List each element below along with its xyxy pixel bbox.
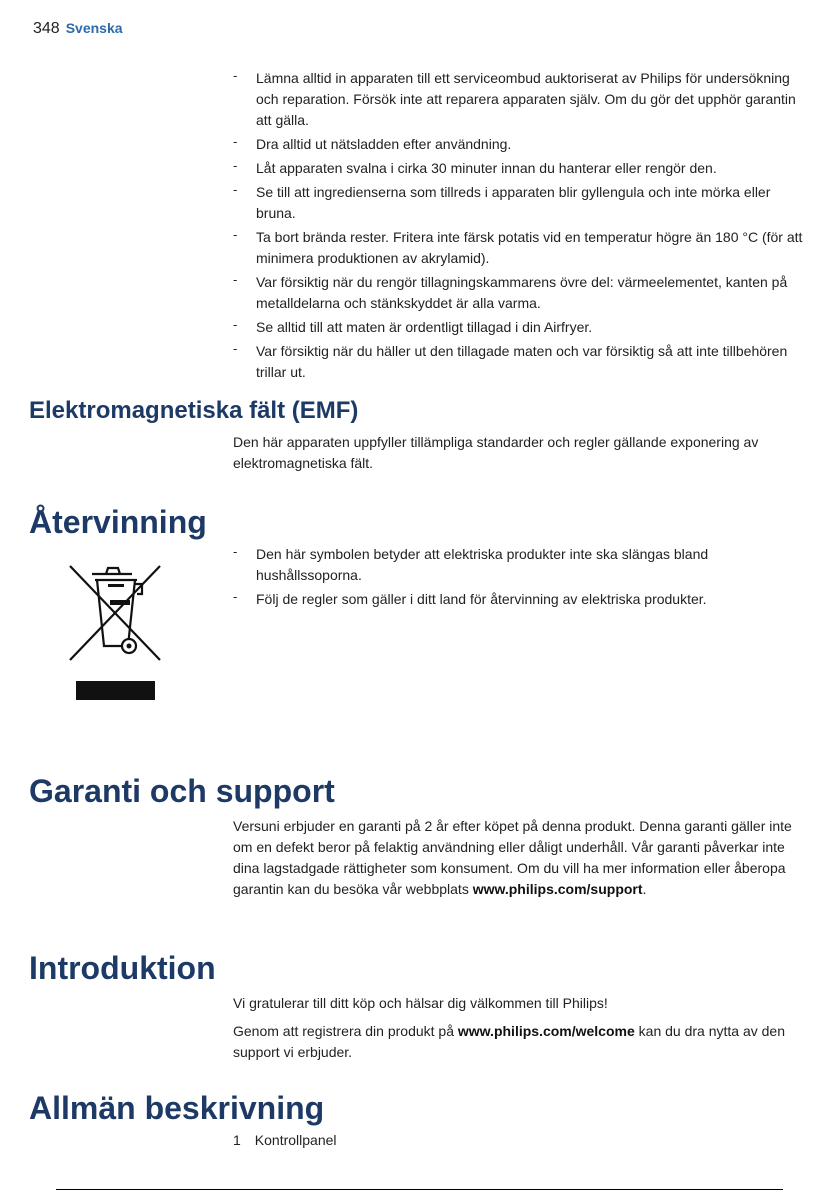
intro-paragraph-2 [233, 1021, 813, 1063]
item-number: 1 [233, 1132, 241, 1148]
intro-paragraph-1: Vi gratulerar till ditt köp och hälsar dig välkommen till Philips! [233, 995, 608, 1011]
emf-heading: Elektromagnetiska fält (EMF) [29, 397, 359, 424]
list-item: - Lämna alltid in apparaten till ett serviceombud auktoriserat av Philips för undersökning och reparation. Försök inte att reparera apparaten själv. Om du gör det upphör garantin att gälla. [233, 68, 813, 131]
page-header [33, 20, 123, 38]
emf-text: Den här apparaten uppfyller tillämpliga standarder och regler gällande exponering av elektromagnetiska fält. [233, 434, 759, 471]
support-link[interactable]: www.philips.com/support [472, 881, 643, 897]
list-item: - Var försiktig när du rengör tillagningskammarens övre del: värmeelementet, kanten på metalldelarna och stänkskyddet är alla varma. [233, 272, 813, 314]
weee-black-bar [76, 681, 155, 700]
intro-heading: Introduktion [29, 950, 216, 986]
list-item [233, 1130, 813, 1151]
footer-divider [56, 1189, 783, 1190]
intro-section [233, 993, 813, 1063]
list-item: - Se till att ingredienserna som tillreds i apparaten blir gyllengula och inte mörka eller bruna. [233, 182, 813, 224]
warranty-heading: Garanti och support [29, 773, 335, 809]
welcome-link[interactable]: www.philips.com/welcome [457, 1023, 635, 1039]
safety-list [233, 68, 813, 383]
item-label: Kontrollpanel [254, 1132, 337, 1148]
list-item: - Dra alltid ut nätsladden efter användning. [233, 134, 813, 155]
list-item: - Ta bort brända rester. Fritera inte färsk potatis vid en temperatur högre än 180 °C (för att minimera produktionen av akrylamid). [233, 227, 813, 269]
warranty-body: Versuni erbjuder en garanti på 2 år efter köpet på denna produkt. Denna garanti gäller inte om en defekt beror på felaktig användning eller dåligt underhåll. Vår garanti påverkar inte dina lagstadgade rättigheter som konsument. Om du vill ha mer information eller åberopa garantin kan du besöka vår webbplats [233, 818, 792, 897]
warranty-end: . [642, 881, 647, 897]
list-item: - Var försiktig när du häller ut den tillagade maten och var försiktig så att inte tillbehören trillar ut. [233, 341, 813, 383]
list-item: - Låt apparaten svalna i cirka 30 minuter innan du hanterar eller rengör den. [233, 158, 813, 179]
list-item: - Den här symbolen betyder att elektriska produkter inte ska slängas bland hushållssoporna. [233, 544, 813, 586]
intro-p2-pre: Genom att registrera din produkt på [233, 1023, 458, 1039]
safety-section [233, 68, 813, 386]
list-item: - Se alltid till att maten är ordentligt tillagad i din Airfryer. [233, 317, 813, 338]
warranty-text [233, 816, 813, 900]
page-number: 348 [33, 20, 60, 37]
language-label: Svenska [65, 20, 123, 36]
recycling-section [233, 544, 813, 613]
recycling-list [233, 544, 813, 610]
warranty-section [233, 816, 813, 900]
crossed-out-wheelie-bin-icon [64, 560, 166, 668]
intro-p2-post: kan du dra nytta av den support vi erbjuder. [233, 1023, 785, 1060]
list-item: - Följ de regler som gäller i ditt land för återvinning av elektriska produkter. [233, 589, 813, 610]
general-heading: Allmän beskrivning [29, 1090, 325, 1126]
recycling-heading: Återvinning [29, 504, 207, 540]
general-section [233, 1130, 813, 1151]
emf-section [233, 432, 813, 474]
